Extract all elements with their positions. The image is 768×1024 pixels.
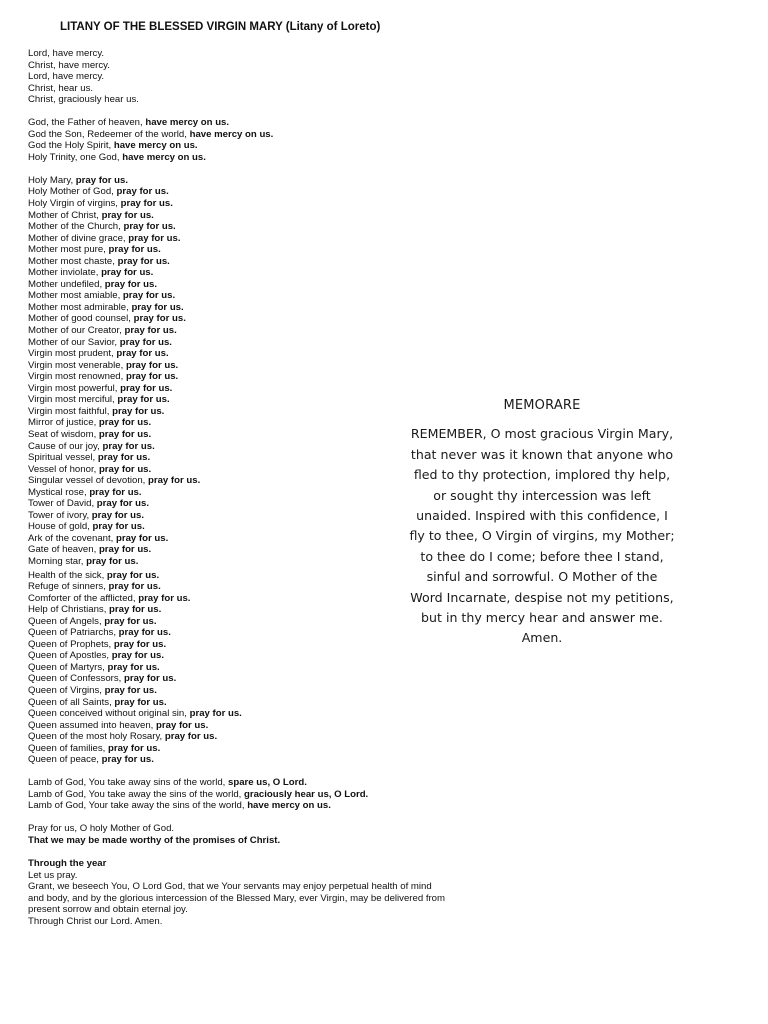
litany-invocation [28, 140, 468, 152]
invocation-text: Queen assumed into heaven, [28, 719, 157, 731]
litany-invocation [28, 789, 468, 801]
invocation-response: pray for us. [108, 742, 161, 754]
invocation-response: pray for us. [107, 661, 160, 673]
invocation-response: pray for us. [133, 313, 186, 325]
litany-invocation [28, 650, 468, 662]
invocation-response: graciously hear us, O Lord. [244, 788, 369, 800]
invocation-text: Mother most pure, [28, 244, 109, 256]
litany-invocation [28, 233, 468, 245]
litany-invocation [28, 117, 468, 129]
invocation-response: pray for us. [101, 209, 154, 221]
litany-title: LITANY OF THE BLESSED VIRGIN MARY (Litany of Loreto) [60, 21, 381, 33]
litany-invocation [28, 279, 468, 291]
invocation-response: pray for us. [108, 581, 161, 593]
invocation-text: Queen of peace, [28, 754, 102, 766]
litany-invocation [28, 325, 468, 337]
invocation-text: Lamb of God, You take away the sins of the world, [28, 788, 244, 800]
memorare-title: MEMORARE [503, 398, 581, 413]
invocation-response: pray for us. [117, 394, 170, 406]
litany-invocation [28, 348, 468, 360]
invocation-response: pray for us. [164, 731, 218, 743]
invocation-text: God the Son, Redeemer of the world, [28, 128, 190, 140]
closing-prayer-section [28, 858, 468, 927]
invocation-text: Virgin most venerable, [28, 359, 126, 371]
invocation-text: Queen of Apostles, [28, 650, 112, 662]
invocation-response: pray for us. [106, 569, 160, 581]
invocation-response: pray for us. [109, 604, 162, 616]
invocation-response: pray for us. [189, 708, 242, 720]
invocation-text: House of gold, [28, 521, 93, 533]
invocation-text: Holy Virgin of virgins, [28, 198, 121, 210]
invocation-text: Queen of Martyrs, [28, 661, 108, 673]
memorare-block [372, 396, 712, 649]
invocation-text: Tower of ivory, [28, 509, 92, 521]
invocation-text: Queen of Patriarchs, [28, 627, 119, 639]
memorare-line: Amen. [521, 630, 563, 646]
memorare-line: to thee do I come; before thee I stand, [420, 548, 664, 564]
versicle-line: Pray for us, O holy Mother of God. [28, 823, 175, 835]
invocation-text: Virgin most prudent, [28, 348, 117, 360]
invocation-response: pray for us. [112, 405, 165, 417]
memorare-line: fly to thee, O Virgin of virgins, my Mother; [409, 528, 675, 544]
invocation-text: Singular vessel of devotion, [28, 475, 148, 487]
litany-line: Christ, have mercy. [28, 59, 110, 71]
invocation-text: Mother most chaste, [28, 255, 118, 267]
invocation-response: pray for us. [131, 301, 184, 313]
invocation-response: pray for us. [91, 509, 145, 521]
invocation-response: pray for us. [98, 428, 152, 440]
versicle-section [28, 823, 468, 846]
litany-line: Christ, graciously hear us. [28, 94, 139, 106]
invocation-response: pray for us. [117, 255, 170, 267]
invocation-text: Queen of Confessors, [28, 673, 124, 685]
memorare-line: but in thy mercy hear and answer me. [421, 610, 663, 626]
memorare-line: or sought thy intercession was left [433, 487, 651, 503]
agnus-dei-section [28, 777, 468, 812]
litany-invocation [28, 186, 468, 198]
litany-invocation [28, 129, 468, 141]
litany-invocation [28, 743, 468, 755]
invocation-text: Spiritual vessel, [28, 452, 98, 464]
litany-line: Lord, have mercy. [28, 71, 105, 83]
invocation-text: Queen of the most holy Rosary, [28, 731, 165, 743]
invocation-text: Mother most amiable, [28, 290, 123, 302]
invocation-text: Mother of the Church, [28, 221, 124, 233]
invocation-response: pray for us. [104, 684, 157, 696]
invocation-response: pray for us. [98, 544, 152, 556]
closing-invite: Let us pray. [28, 869, 78, 881]
invocation-text: Holy Mary, [28, 174, 76, 186]
invocation-response: have mercy on us. [247, 800, 331, 812]
invocation-text: Queen of Virgins, [28, 684, 105, 696]
invocation-text: Seat of wisdom, [28, 428, 99, 440]
invocation-response: pray for us. [89, 486, 142, 498]
invocation-text: Mystical rose, [28, 486, 90, 498]
invocation-response: pray for us. [138, 592, 191, 604]
litany-invocation [28, 290, 468, 302]
litany-invocation [28, 662, 468, 674]
litany-invocation [28, 267, 468, 279]
invocation-text: Tower of David, [28, 498, 97, 510]
litany-invocation [28, 198, 468, 210]
invocation-text: Morning star, [28, 555, 87, 567]
memorare-body [372, 424, 712, 648]
invocation-text: Queen of Prophets, [28, 638, 114, 650]
invocation-text: Queen of families, [28, 742, 108, 754]
litany-invocation [28, 371, 468, 383]
litany-invocation [28, 720, 468, 732]
litany-invocation [28, 800, 468, 812]
invocation-text: Comforter of the afflicted, [28, 592, 139, 604]
invocation-response: pray for us. [98, 463, 152, 475]
invocation-response: pray for us. [128, 232, 181, 244]
memorare-line: unaided. Inspired with this confidence, I [416, 508, 668, 524]
invocation-response: have mercy on us. [113, 140, 198, 152]
invocation-text: Mother of good counsel, [28, 313, 134, 325]
litany-invocation [28, 383, 468, 395]
invocation-response: pray for us. [124, 325, 177, 337]
invocation-response: pray for us. [104, 278, 158, 290]
invocation-text: Mother of Christ, [28, 209, 102, 221]
litany-invocation [28, 673, 468, 685]
invocation-response: pray for us. [116, 348, 169, 360]
response-line: That we may be made worthy of the promises of Christ. [28, 835, 281, 846]
invocation-text: Ark of the covenant, [28, 532, 116, 544]
invocation-text: Holy Trinity, one God, [28, 151, 123, 163]
invocation-text: Help of Christians, [28, 604, 110, 616]
invocation-text: Refuge of sinners, [28, 581, 109, 593]
invocation-response: pray for us. [122, 290, 176, 302]
invocation-text: Health of the sick, [28, 569, 107, 581]
invocation-response: pray for us. [123, 221, 176, 233]
memorare-line: REMEMBER, O most gracious Virgin Mary, [410, 426, 674, 442]
invocation-text: Queen conceived without original sin, [28, 708, 190, 720]
invocation-response: pray for us. [116, 186, 169, 198]
invocation-text: Queen of all Saints, [28, 696, 115, 708]
memorare-line: Word Incarnate, despise not my petitions, [410, 589, 674, 605]
invocation-text: Mother of divine grace, [28, 232, 129, 244]
litany-invocation [28, 708, 468, 720]
invocation-text: Lamb of God, You take away sins of the world, [28, 777, 228, 789]
invocation-response: pray for us. [116, 532, 169, 544]
invocation-text: God the Holy Spirit, [28, 140, 114, 152]
litany-invocation [28, 152, 468, 164]
invocation-response: pray for us. [102, 440, 155, 452]
invocation-text: Vessel of honor, [28, 463, 99, 475]
invocation-response: spare us, O Lord. [228, 777, 307, 789]
invocation-text: Holy Mother of God, [28, 186, 117, 198]
litany-invocation [28, 256, 468, 268]
memorare-line: sinful and sorrowful. O Mother of the [426, 569, 658, 585]
litany-invocation [28, 360, 468, 372]
invocation-text: Gate of heaven, [28, 544, 99, 556]
invocation-response: pray for us. [97, 452, 151, 464]
litany-invocation [28, 210, 468, 222]
invocation-response: pray for us. [119, 336, 172, 348]
closing-prayer-text: Grant, we beseech You, O Lord God, that we Your servants may enjoy perpetual health of mind and body, and by the glorious intercession of the Blessed Mary, ever Virgin, may be delivered from present sorrow and obtain eternal joy. [28, 881, 446, 916]
invocation-response: pray for us. [101, 754, 154, 766]
litany-line: Christ, hear us. [28, 82, 94, 94]
invocation-text: Virgin most powerful, [28, 382, 121, 394]
litany-invocation [28, 731, 468, 743]
litany-invocation [28, 754, 468, 766]
invocation-response: pray for us. [86, 555, 139, 567]
invocation-response: pray for us. [148, 475, 201, 487]
litany-invocation [28, 175, 468, 187]
invocation-text: Mother undefiled, [28, 278, 105, 290]
invocation-text: God, the Father of heaven, [28, 117, 146, 129]
invocation-text: Mirror of justice, [28, 417, 99, 429]
invocation-text: Mother of our Savior, [28, 336, 120, 348]
litany-invocation [28, 244, 468, 256]
closing-heading: Through the year [28, 858, 107, 870]
invocation-response: pray for us. [156, 719, 209, 731]
invocation-response: pray for us. [125, 359, 179, 371]
memorare-line: fled to thy protection, implored thy help, [413, 467, 671, 483]
invocation-response: pray for us. [113, 638, 167, 650]
invocation-response: have mercy on us. [145, 117, 230, 129]
invocation-text: Virgin most faithful, [28, 405, 113, 417]
invocation-response: pray for us. [125, 371, 179, 383]
invocation-text: Mother inviolate, [28, 267, 102, 279]
litany-invocation [28, 337, 468, 349]
invocation-response: have mercy on us. [189, 128, 274, 140]
invocation-response: pray for us. [108, 244, 161, 256]
invocation-text: Queen of Angels, [28, 615, 105, 627]
invocation-text: Cause of our joy, [28, 440, 103, 452]
invocation-response: pray for us. [96, 498, 150, 510]
memorare-line: that never was it known that anyone who [410, 446, 674, 462]
invocation-text: Virgin most renowned, [28, 371, 126, 383]
invocation-response: pray for us. [120, 198, 173, 210]
litany-invocation [28, 313, 468, 325]
litany-invocation [28, 777, 468, 789]
invocation-response: pray for us. [92, 521, 145, 533]
invocation-text: Virgin most merciful, [28, 394, 118, 406]
invocation-response: pray for us. [111, 650, 164, 662]
invocation-response: have mercy on us. [122, 151, 206, 163]
invocation-response: pray for us. [75, 174, 129, 186]
litany-invocation [28, 697, 468, 709]
invocation-text: Mother of our Creator, [28, 325, 125, 337]
kyrie-section [28, 48, 468, 106]
invocation-response: pray for us. [114, 696, 167, 708]
invocation-response: pray for us. [101, 267, 154, 279]
invocation-response: pray for us. [120, 382, 173, 394]
litany-line: Lord, have mercy. [28, 48, 105, 59]
litany-invocation [28, 221, 468, 233]
litany-invocation [28, 685, 468, 697]
closing-conclusion: Through Christ our Lord. Amen. [28, 915, 163, 927]
invocation-text: Lamb of God, Your take away the sins of the world, [28, 800, 248, 812]
invocation-response: pray for us. [104, 615, 157, 627]
invocation-response: pray for us. [124, 673, 177, 685]
invocation-text: Mother most admirable, [28, 301, 132, 313]
litany-invocation [28, 302, 468, 314]
invocation-response: pray for us. [98, 417, 152, 429]
invocation-response: pray for us. [118, 627, 171, 639]
trinity-section [28, 117, 468, 163]
